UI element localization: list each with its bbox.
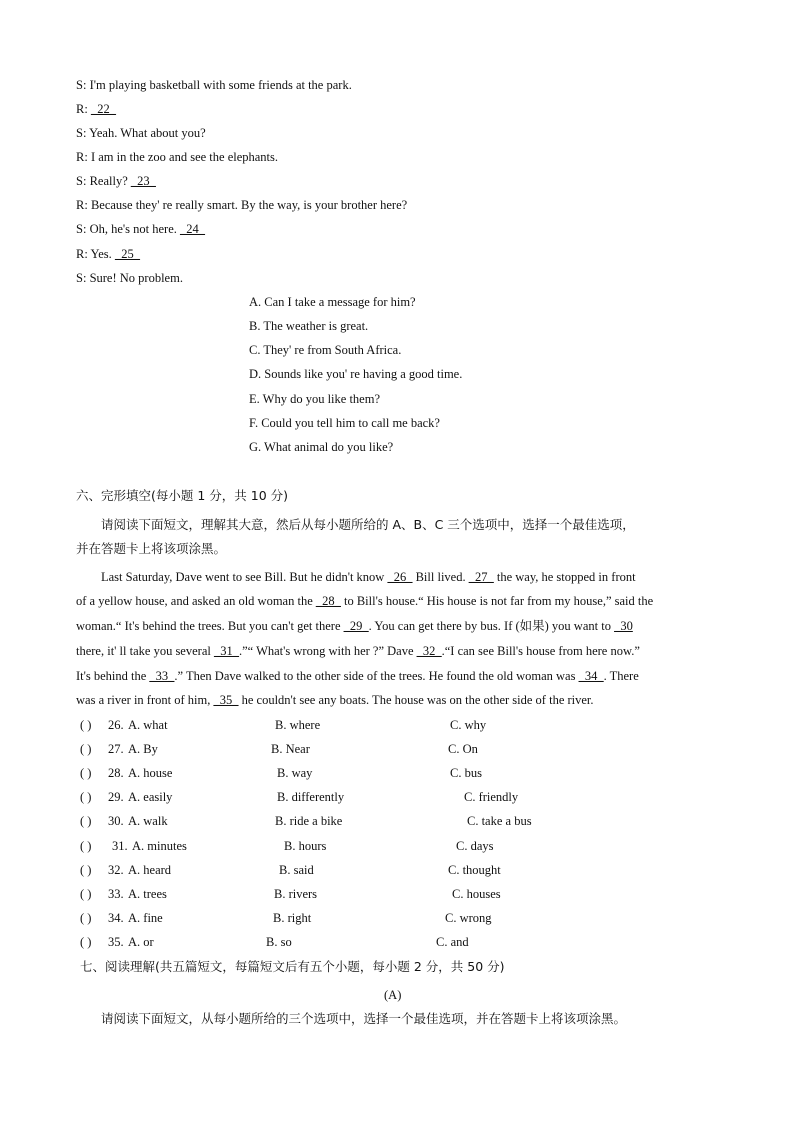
- option-c: C. take a bus: [467, 814, 532, 828]
- option-a: A. minutes: [132, 839, 187, 853]
- passage-line: [76, 643, 718, 659]
- text: woman.“ It's behind the trees. But you can't get there: [76, 619, 344, 633]
- option-c: C. why: [450, 718, 487, 732]
- text: Last Saturday, Dave went to see Bill. But he didn't know: [76, 570, 388, 584]
- passage-line: [76, 668, 718, 684]
- option-a: A. trees: [128, 887, 167, 901]
- option-b: B. rivers: [274, 887, 318, 901]
- blank: _32_: [416, 644, 442, 658]
- blank: _26_: [387, 570, 413, 584]
- option-b: B. Near: [271, 742, 310, 756]
- text: of a yellow house, and asked an old woman the: [76, 594, 316, 608]
- dialogue-line: [76, 125, 206, 141]
- line-text: Really?: [89, 174, 131, 188]
- option-b: B. where: [275, 718, 321, 732]
- answer-bracket[interactable]: ( ): [80, 887, 92, 901]
- option-a: A. walk: [128, 814, 168, 828]
- option-c: C. and: [436, 935, 469, 949]
- text: he couldn't see any boats. The house was on the other side of the river.: [238, 693, 594, 707]
- section-seven-heading: 七、阅读理解(共五篇短文，每篇短文后有五个小题，每小题 2 分，共 50 分): [80, 959, 505, 974]
- answer-bracket[interactable]: ( ): [80, 911, 92, 925]
- speaker: S:: [76, 174, 87, 188]
- speaker: R:: [76, 247, 88, 261]
- option-a: A. heard: [128, 863, 172, 877]
- text: . There: [603, 669, 639, 683]
- blank: _25_: [114, 247, 140, 261]
- option-a: A. easily: [128, 790, 173, 804]
- dialogue-line: [76, 173, 156, 189]
- section-six-heading: 六、完形填空(每小题 1 分，共 10 分): [76, 488, 289, 503]
- blank: _22_: [90, 102, 116, 116]
- option-c: C. wrong: [445, 911, 492, 925]
- blank: _31_: [213, 644, 239, 658]
- text: Bill lived.: [412, 570, 469, 584]
- speaker: S:: [76, 126, 87, 140]
- option-item: D. Sounds like you' re having a good time.: [249, 367, 463, 381]
- text: .“I can see Bill's house from here now.”: [441, 644, 640, 658]
- option-c: C. houses: [452, 887, 501, 901]
- option-b: B. so: [266, 935, 292, 949]
- text: there, it' ll take you several: [76, 644, 214, 658]
- dialogue-line: [76, 77, 352, 93]
- option-c: C. days: [456, 839, 494, 853]
- blank: _28_: [315, 594, 341, 608]
- option-item: A. Can I take a message for him?: [249, 295, 416, 309]
- passage-line: [76, 692, 718, 708]
- text: It's behind the: [76, 669, 150, 683]
- option-c: C. bus: [450, 766, 482, 780]
- option-item: F. Could you tell him to call me back?: [249, 416, 440, 430]
- dialogue-line: [76, 197, 407, 213]
- answer-bracket[interactable]: ( ): [80, 718, 92, 732]
- speaker: S:: [76, 222, 87, 236]
- line-text: Because they' re really smart. By the way, is your brother here?: [90, 198, 408, 212]
- answer-bracket[interactable]: ( ): [80, 863, 92, 877]
- speaker: S:: [76, 271, 87, 285]
- speaker: S:: [76, 78, 87, 92]
- text: to Bill's house.“ His house is not far from my house,” said the: [340, 594, 654, 608]
- option-b: B. way: [277, 766, 313, 780]
- answer-bracket[interactable]: ( ): [80, 766, 92, 780]
- answer-bracket[interactable]: ( ): [80, 814, 92, 828]
- speaker: R:: [76, 150, 88, 164]
- option-a: A. what: [128, 718, 168, 732]
- answer-bracket[interactable]: ( ): [80, 935, 92, 949]
- text: .”“ What's wrong with her ?” Dave: [238, 644, 417, 658]
- question-number: 34.: [108, 911, 124, 925]
- blank: _35_: [213, 693, 239, 707]
- blank: _24_: [180, 222, 205, 236]
- question-number: 30.: [108, 814, 124, 828]
- passage-line: [76, 593, 718, 609]
- option-a: A. house: [128, 766, 173, 780]
- option-item: G. What animal do you like?: [249, 440, 394, 454]
- blank: _34_: [578, 669, 604, 683]
- option-item: B. The weather is great.: [249, 319, 369, 333]
- blank: _33_: [149, 669, 175, 683]
- text: was a river in front of him,: [76, 693, 214, 707]
- line-text: Oh, he's not here.: [89, 222, 180, 236]
- option-item: E. Why do you like them?: [249, 392, 380, 406]
- blank: _23_: [130, 174, 156, 188]
- passage-label: (A): [384, 988, 402, 1002]
- line-text: I am in the zoo and see the elephants.: [90, 150, 279, 164]
- blank: _27_: [468, 570, 494, 584]
- question-number: 27.: [108, 742, 124, 756]
- option-b: B. hours: [284, 839, 327, 853]
- speaker: R:: [76, 198, 88, 212]
- dialogue-line: [76, 149, 278, 165]
- question-number: 29.: [108, 790, 124, 804]
- passage-line: [76, 569, 718, 585]
- option-b: B. differently: [277, 790, 345, 804]
- question-number: 32.: [108, 863, 124, 877]
- option-b: B. right: [273, 911, 312, 925]
- dialogue-line: [76, 270, 183, 286]
- question-number: 31.: [112, 839, 128, 853]
- section-six-instruction: 请阅读下面短文，理解其大意，然后从每小题所给的 A、B、C 三个选项中，选择一个最佳选项，: [76, 517, 635, 532]
- option-a: A. or: [128, 935, 154, 949]
- option-b: B. said: [279, 863, 314, 877]
- line-text: Sure! No problem.: [89, 271, 183, 285]
- option-c: C. On: [448, 742, 478, 756]
- dialogue-line: [76, 221, 205, 237]
- text: .” Then Dave walked to the other side of the trees. He found the old woman was: [174, 669, 579, 683]
- dialogue-line: [76, 246, 140, 262]
- passage-line: [76, 618, 718, 634]
- blank: _30: [614, 619, 633, 633]
- line-text: Yes.: [90, 247, 115, 261]
- question-number: 26.: [108, 718, 124, 732]
- answer-bracket[interactable]: ( ): [80, 790, 92, 804]
- dialogue-line: [76, 101, 116, 117]
- option-c: C. friendly: [464, 790, 519, 804]
- line-text: I'm playing basketball with some friends at the park.: [89, 78, 352, 92]
- text: . You can get there by bus. If (如果) you want to: [368, 619, 615, 633]
- option-c: C. thought: [448, 863, 501, 877]
- blank: _29_: [343, 619, 369, 633]
- section-seven-instruction: 请阅读下面短文，从每小题所给的三个选项中，选择一个最佳选项，并在答题卡上将该项涂黑。: [76, 1011, 627, 1026]
- question-number: 35.: [108, 935, 124, 949]
- option-a: A. fine: [128, 911, 163, 925]
- section-six-instruction: 并在答题卡上将该项涂黑。: [76, 541, 227, 556]
- speaker: R:: [76, 102, 88, 116]
- answer-bracket[interactable]: ( ): [80, 839, 92, 853]
- question-number: 33.: [108, 887, 124, 901]
- answer-bracket[interactable]: ( ): [80, 742, 92, 756]
- text: the way, he stopped in front: [493, 570, 636, 584]
- question-number: 28.: [108, 766, 124, 780]
- line-text: Yeah. What about you?: [89, 126, 206, 140]
- option-b: B. ride a bike: [275, 814, 343, 828]
- option-item: C. They' re from South Africa.: [249, 343, 402, 357]
- option-a: A. By: [128, 742, 158, 756]
